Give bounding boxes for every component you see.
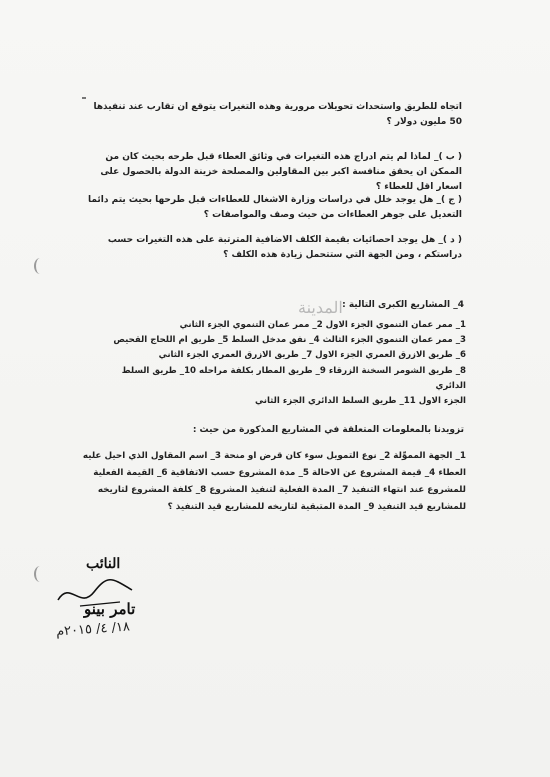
punch-hole-mark	[34, 566, 46, 582]
section4-heading: 4_ المشاريع الكبرى التالية :	[342, 300, 464, 310]
list-item: 6_ طريق الازرق العمري الجزء الاول 7_ طريق الازرق العمري الجزء الثاني	[158, 350, 466, 361]
city-stamp: المدينة	[298, 298, 343, 317]
question-j: ( ج )_ هل يوجد خلل في دراسات وزارة الاشغال للعطاءات قبل طرحها بحيث يتم دائما التعديل على جوهر العطاءات من حيث وصف والمواصفات ؟	[88, 195, 462, 220]
list-item: الجزء الاول 11_ طريق السلط الدائري الجزء الثاني	[255, 396, 466, 407]
scan-smudge	[82, 97, 86, 99]
punch-hole-mark	[34, 258, 46, 274]
question-b: ( ب )_ لماذا لم يتم ادراج هذه التغيرات في وثائق العطاء قبل طرحه بحيث كان من الممكن ان يحقق منافسة اكبر بين المقاولين والمصلحة خزينة الدولة بالحصول على اسعار اقل للعطاء ؟	[100, 152, 462, 192]
signature-name: تامر بينو	[84, 600, 136, 618]
request-text: 1_ الجهة المموِّلة 2_ نوع التمويل سوء كان قرض او منحة 3_ اسم المقاول الذي احيل عليه العطاء 4_ قيمة المشروع عن الاحالة 5_ مدة المشروع حسب الاتفاقية 6_ القيمة الفعلية للمشروع عند انتهاء التنفيذ 7_ المدة الفعلية لتنفيذ المشروع 8_ كلفة المشروع لتاريخه للمشاريع قيد التنفيذ 9_ المدة المتبقية لتاريخه للمشاريع قيد التنفيذ ؟	[82, 451, 466, 512]
question-d: ( د )_ هل يوجد احصائيات بقيمة الكلف الاضافية المترتبة على هذه التغيرات حسب دراستكم ، ومن الجهة التي ستتحمل زيادة هذه الكلف ؟	[107, 235, 462, 260]
signature-title: النائب	[86, 556, 121, 572]
request-intro: تزويدنا بالمعلومات المتعلقة في المشاريع المذكورة من حيث :	[192, 425, 464, 435]
list-item: 3_ ممر عمان التنموي الجزء الثالث 4_ نفق مدخل السلط 5_ طريق ام اللحاج القحيص	[113, 335, 466, 346]
list-item: 8_ طريق الشومر السخنة الزرقاء 9_ طريق المطار بكلفة مراحله 10_ طريق السلط الدائري	[121, 365, 466, 391]
projects-list	[96, 318, 466, 409]
list-item: 1_ ممر عمان التنموي الجزء الاول 2_ ممر عمان التنموي الجزء الثاني	[179, 320, 466, 330]
signature-date: ١٨/ ٤/ ٢٠١٥م	[55, 619, 131, 640]
paragraph-continuation: اتجاه للطريق واستحداث تحويلات مرورية وهذه التغيرات يتوقع ان تقارب عند تنفيذها 50 مليون دولار ؟	[93, 102, 462, 127]
